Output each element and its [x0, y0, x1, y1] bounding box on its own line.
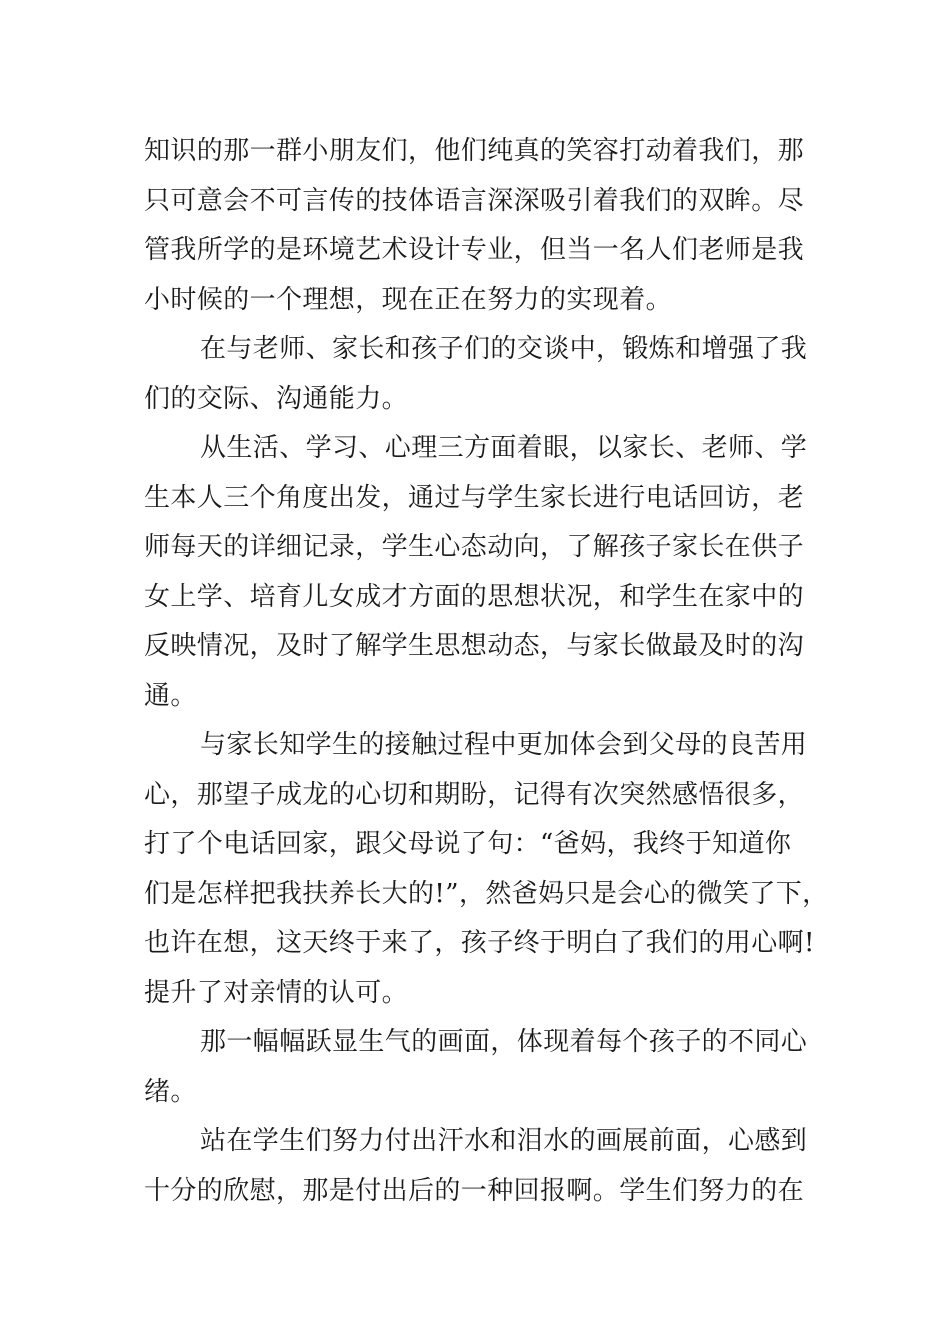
- text-line: 心，那望子成龙的心切和期盼，记得有次突然感悟很多，: [144, 779, 805, 810]
- text-line: 们的交际、沟通能力。: [144, 383, 409, 414]
- text-line: 十分的欣慰，那是付出后的一种回报啊。学生们努力的在: [144, 1175, 805, 1206]
- text-line: 女上学、培育儿女成才方面的思想状况，和学生在家中的: [144, 581, 805, 612]
- text-line: 小时候的一个理想，现在正在努力的实现着。: [144, 284, 673, 315]
- text-line: 生本人三个角度出发，通过与学生家长进行电话回访，老: [144, 482, 805, 513]
- paragraph-first-line: 在与老师、家长和孩子们的交谈中，锻炼和增强了我: [200, 334, 808, 364]
- text-line: 通。: [144, 680, 197, 711]
- paragraph-first-line: 那一幅幅跃显生气的画面，体现着每个孩子的不同心: [200, 1027, 808, 1057]
- text-line: 师每天的详细记录，学生心态动向，了解孩子家长在供子: [144, 532, 805, 562]
- text-line: 们是怎样把我扶养长大的!”，然爸妈只是会心的微笑了下，: [144, 878, 829, 909]
- paragraph-first-line: 站在学生们努力付出汗水和泪水的画展前面，心感到: [200, 1126, 808, 1156]
- text-line: 反映情况，及时了解学生思想动态，与家长做最及时的沟: [144, 631, 805, 661]
- text-line: 也许在想，这天终于来了，孩子终于明白了我们的用心啊!: [144, 928, 815, 958]
- document-body: [144, 127, 829, 1216]
- text-line: 知识的那一群小朋友们，他们纯真的笑容打动着我们，那: [144, 136, 805, 166]
- text-line: 只可意会不可言传的技体语言深深吸引着我们的双眸。尽: [144, 185, 805, 216]
- text-line: 打了个电话回家，跟父母说了句：“爸妈，我终于知道你: [144, 829, 792, 859]
- text-line: 管我所学的是环境艺术设计专业，但当一名人们老师是我: [144, 235, 805, 265]
- paragraph-first-line: 与家长知学生的接触过程中更加体会到父母的良苦用: [200, 730, 808, 760]
- text-line: 绪。: [144, 1076, 197, 1107]
- paragraph-first-line: 从生活、学习、心理三方面着眼，以家长、老师、学: [200, 433, 808, 463]
- text-line: 提升了对亲情的认可。: [144, 977, 409, 1008]
